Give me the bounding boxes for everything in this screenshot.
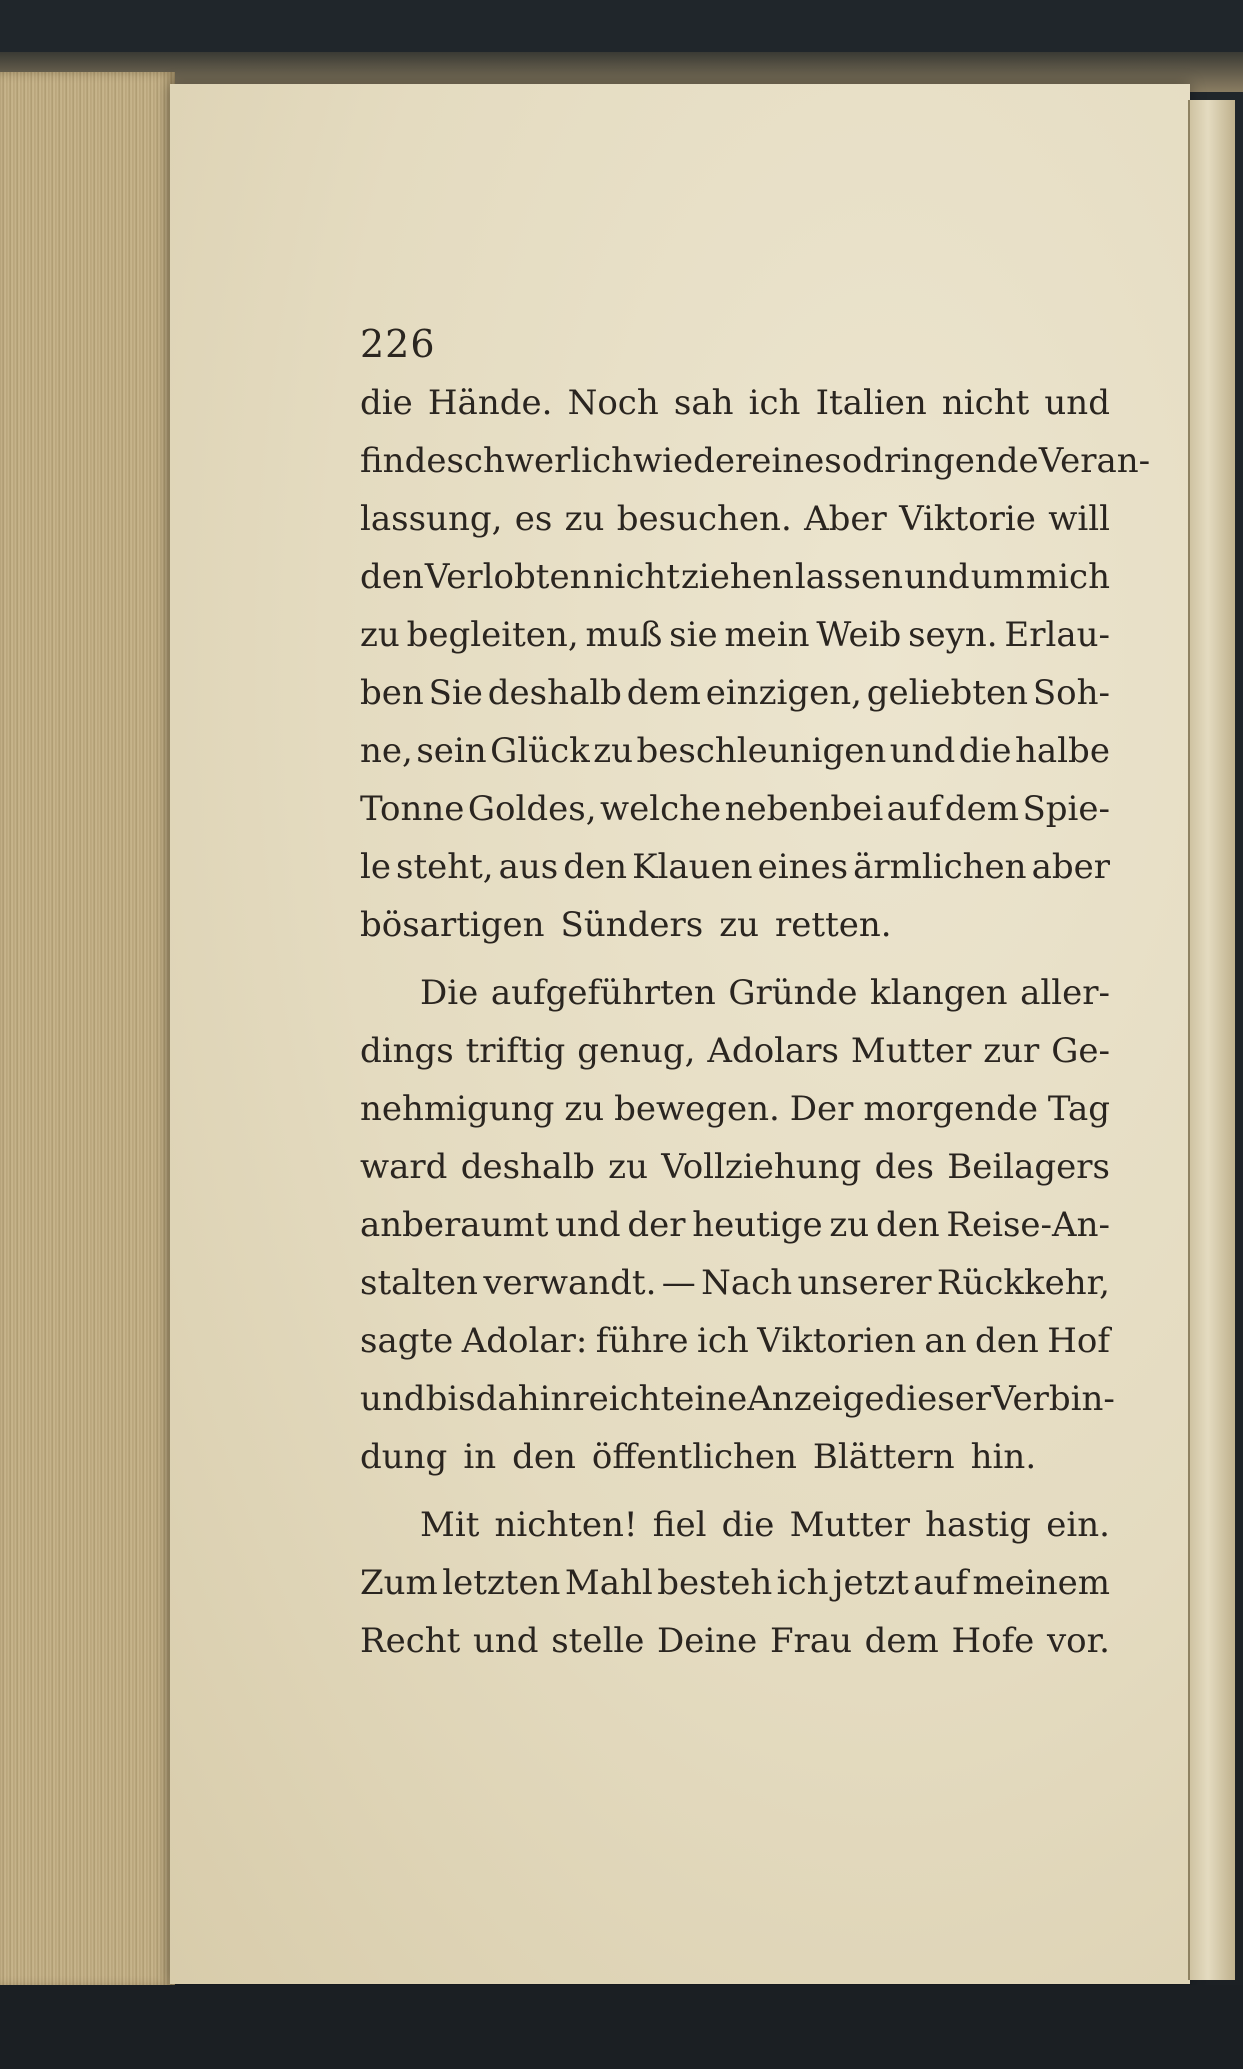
text-line: Mit nichten! fiel die Mutter hastig ein. [420,1505,1110,1545]
page-number: 226 [360,322,436,366]
text-line: stalten verwandt. — Nach unserer Rückkehr, [360,1263,1110,1303]
text-line: und bis dahin reicht eine Anzeige dieser Verbin- [360,1379,1115,1419]
text-line: ward deshalb zu Vollziehung des Beilagers [360,1147,1110,1187]
text-line: lassung, es zu besuchen. Aber Viktorie will [360,499,1110,539]
text-line: ben Sie deshalb dem einzigen, geliebten Soh- [360,673,1110,713]
text-line: nehmigung zu bewegen. Der morgende Tag [360,1089,1110,1129]
text-line: Tonne Goldes, welche nebenbei auf dem Spie- [360,789,1110,829]
text-line: dung in den öffentlichen Blättern hin. [360,1437,1037,1477]
text-line: dings triftig genug, Adolars Mutter zur Ge- [360,1031,1110,1071]
page-edges-left [0,72,175,1987]
text-line: zu begleiten, muß sie mein Weib seyn. Erlau- [360,615,1110,655]
text-line: finde schwerlich wieder eine so dringende Veran- [360,441,1151,481]
text-line: anberaumt und der heutige zu den Reise-An- [360,1205,1110,1245]
text-line: Die aufgeführten Gründe klangen aller- [420,973,1110,1013]
page-edge-right [1188,100,1235,1980]
text-line: die Hände. Noch sah ich Italien nicht und [360,383,1110,423]
text-line: le steht, aus den Klauen eines ärmlichen aber [360,847,1110,887]
text-line: sagte Adolar: führe ich Viktorien an den Hof [360,1321,1110,1361]
backdrop-bottom [0,1985,1243,2069]
text-line: den Verlobten nicht ziehen lassen und um mich [360,557,1110,597]
text-line: bösartigen Sünders zu retten. [360,905,892,945]
text-line: ne, sein Glück zu beschleunigen und die halbe [360,731,1110,771]
text-line: Zum letzten Mahl besteh ich jetzt auf meinem [360,1563,1110,1603]
text-line: Recht und stelle Deine Frau dem Hofe vor. [360,1621,1110,1661]
